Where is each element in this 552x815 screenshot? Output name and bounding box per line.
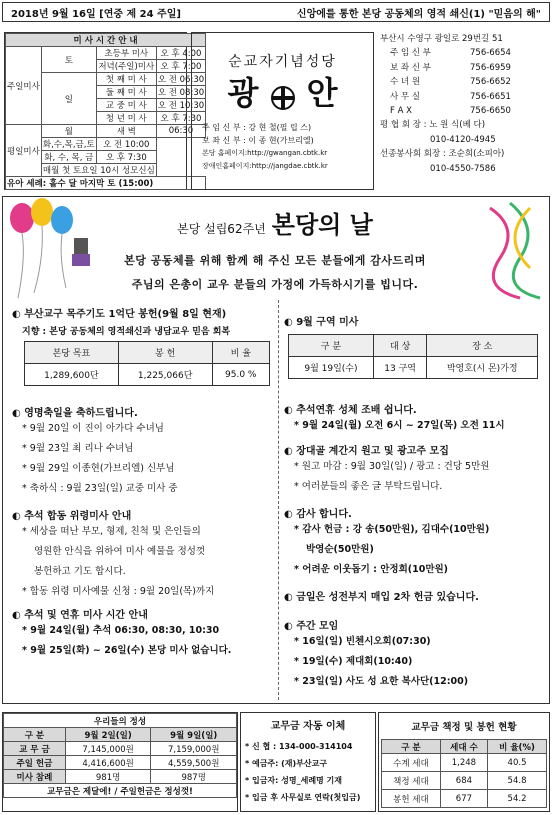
mass-cell: 평일미사	[6, 125, 42, 177]
offering-cell: 7,159,000원	[151, 742, 237, 756]
offering-cell: 987명	[151, 770, 237, 784]
mass-schedule	[4, 32, 205, 190]
tithe-header: 구 분	[382, 740, 441, 754]
tithe-status-box	[378, 712, 550, 812]
feast-heading: ◐ 영명축일을 축하드립니다.	[12, 408, 138, 419]
offering-cell: 4,416,600원	[65, 756, 151, 770]
funeral-phone: 010-4550-7586	[430, 163, 496, 174]
contact-info	[380, 32, 548, 192]
mass-cell: 오 전 06:30	[156, 73, 205, 86]
mass-cell: 화, 수, 목, 금	[41, 151, 96, 164]
mass-cell: 교 중 미 사	[96, 99, 156, 112]
transfer-line: * 예금주: (재)부산교구	[245, 759, 328, 768]
phone-row	[380, 90, 548, 104]
mass-title: 미 사 시 간 안 내	[6, 34, 206, 47]
rosary-header: 본당 목표	[25, 342, 119, 364]
mass-row	[6, 47, 206, 60]
requiem-item: * 세상을 떠난 부모, 형제, 친척 및 은인들의	[22, 526, 201, 537]
meeting-item: * 19일(수) 제대회(10:40)	[294, 656, 413, 667]
mass-cell: 월	[41, 125, 96, 138]
mass-cell: 오 후 4:00	[156, 47, 205, 60]
cross-icon	[270, 82, 296, 108]
mass-cell: 첫 째 미 사	[96, 73, 156, 86]
council-phone: 010-4120-4945	[430, 134, 496, 145]
tithe-row	[382, 790, 547, 808]
district-mass-heading: ◐ 9월 구역 미사	[284, 317, 359, 328]
thanks-heading: ◐ 감사 합니다.	[284, 509, 352, 520]
offering-title: 우리들의 정성	[4, 714, 237, 728]
requiem-item: 봉헌하고 기도 합시다.	[34, 566, 126, 577]
infant-baptism: 유아 세례: 홀수 달 마지막 토 (15:00)	[6, 177, 206, 190]
homepage-link-2[interactable]: 장애인홈페이지:http://jangdae.cbtk.kr	[202, 162, 328, 170]
tithe-cell: 수계 세대	[382, 754, 441, 772]
mass-cell: 오 후 7:30	[156, 112, 205, 125]
thanks-item: * 어려운 이웃돕기 : 안정희(10만원)	[294, 564, 449, 575]
adoration-dates: * 9월 24일(월) 오전 6시 ~ 27일(목) 오전 11시	[294, 420, 505, 431]
phone-row	[380, 75, 548, 89]
rosary-intention: 지향 : 본당 공동체의 영적쇄신과 냉담교우 믿음 회복	[22, 327, 231, 337]
mass-cell: 저녁(주일)미사	[96, 60, 156, 73]
phone-label: 주 임 신 부	[390, 48, 431, 59]
address: 부산시 수영구 광일로 29번길 51	[380, 34, 503, 44]
mass-cell: 06:30	[156, 125, 205, 138]
adoration-heading: ◐ 추석연휴 성체 조배 쉽니다.	[284, 405, 417, 416]
tithe-cell: 54.8	[488, 772, 547, 790]
phone-label: 보 좌 신 부	[390, 62, 431, 73]
tithe-cell: 책정 세대	[382, 772, 441, 790]
mass-row	[6, 125, 206, 138]
feast-item: * 9월 23일 최 리나 수녀님	[22, 443, 134, 454]
assistant-pastor: 보 좌 신 부 : 이 종 현(가브리엘)	[202, 136, 314, 145]
phone-number: 756-6959	[470, 62, 511, 73]
phone-row	[380, 104, 548, 118]
mass-cell: 오 전 08:30	[156, 86, 205, 99]
phone-label: F A X	[390, 106, 412, 117]
tithe-header: 세대 수	[440, 740, 487, 754]
requiem-item: * 합동 위령 미사예물 신청 : 9월 20일(목)까지	[22, 586, 215, 597]
mass-cell: 둘 째 미 사	[96, 86, 156, 99]
offering-slogan: 교무금은 제달에! / 주일헌금은 정성껏!	[4, 784, 237, 798]
feast-item: * 9월 20일 이 진이 아가다 수녀님	[22, 423, 164, 434]
council-president: 평 협 회 장 : 노 원 식(베 다)	[380, 120, 486, 131]
offering-row	[4, 770, 237, 784]
transfer-line: * 입금자: 성명_세례명 기재	[245, 776, 343, 785]
mass-cell: 오 후 7:30	[96, 151, 156, 164]
rosary-header: 봉 헌	[118, 342, 212, 364]
header-bar	[2, 2, 550, 22]
district-header: 구 분	[289, 335, 374, 357]
phone-number: 756-6654	[470, 48, 511, 59]
logo-name-b: 안	[306, 74, 338, 112]
rosary-header: 비 율	[212, 342, 269, 364]
phone-row	[380, 46, 548, 60]
offering-cell: 981명	[65, 770, 151, 784]
thanks-item: 박영순(50만원)	[306, 544, 374, 555]
right-column	[284, 313, 546, 692]
tithe-cell: 40.5	[488, 754, 547, 772]
holiday-mass-item: * 9월 25일(화) ~ 26일(수) 본당 미사 없습니다.	[22, 645, 232, 656]
bulletin-motto: 신앙에를 통한 본당 공동체의 영적 쇄신(1) "믿음의 해"	[296, 8, 541, 20]
meeting-item: * 16일(일) 빈첸시오회(07:30)	[294, 636, 431, 647]
feast-item: * 축하식 : 9월 23일(일) 교중 미사 중	[22, 483, 178, 494]
mass-cell: 주일미사	[6, 47, 42, 125]
mass-cell: 일	[41, 73, 96, 125]
meeting-item: * 23일(일) 사도 성 요한 복사단(12:00)	[294, 676, 469, 687]
mass-cell: 화,수,목,금,토	[41, 138, 96, 151]
offering-header: 9월 9일(일)	[151, 728, 237, 742]
mass-cell: 토	[41, 47, 96, 73]
phone-number: 756-6652	[470, 77, 511, 88]
tithe-cell: 54.2	[488, 790, 547, 808]
tithe-cell: 1,248	[440, 754, 487, 772]
auto-transfer-box	[240, 712, 376, 812]
pastor: 주 임 신 부 : 강 현 철(필 립 스)	[202, 123, 312, 132]
mass-cell: 매월 첫 토요일 10시 성모신심	[41, 164, 156, 177]
rosary-table	[24, 341, 270, 386]
phone-label: 사 무 실	[390, 91, 421, 102]
thanks-item: * 감사 헌금 : 강 송(50만원), 김대수(10만원)	[294, 524, 490, 535]
offering-header: 구 분	[4, 728, 66, 742]
phone-label: 수 녀 원	[390, 77, 421, 88]
offering-cell: 교 무 금	[4, 742, 66, 756]
transfer-line: * 입금 후 사무실로 연락(첫입금)	[245, 793, 361, 802]
tithe-row	[382, 772, 547, 790]
district-value: 박영호(시 몬)가정	[427, 357, 538, 379]
thanks-line: 본당 공동체를 위해 함께 해 주신 모든 분들에게 감사드리며	[124, 254, 426, 267]
holiday-mass-item: * 9월 24일(월) 추석 06:30, 08:30, 10:30	[22, 625, 220, 636]
offering-cell: 미사 참례	[4, 770, 66, 784]
district-value: 13 구역	[373, 357, 427, 379]
tithe-cell: 684	[440, 772, 487, 790]
mass-cell: 초등부 미사	[96, 47, 156, 60]
funeral-committee: 선종봉사회 회장 : 조순희(소피아)	[380, 149, 505, 160]
district-mass-table	[288, 334, 538, 379]
mass-cell: 오 전 10:00	[96, 138, 156, 151]
mass-cell: 새 벽	[96, 125, 156, 138]
column-divider	[278, 300, 279, 700]
parish-logo	[191, 32, 374, 190]
weekly-meeting-heading: ◐ 주간 모임	[284, 621, 339, 632]
rosary-value: 95.0 %	[212, 364, 269, 386]
left-column	[12, 305, 274, 661]
rosary-value: 1,225,066단	[118, 364, 212, 386]
offering-cell: 4,559,500원	[151, 756, 237, 770]
feast-item: * 9월 29일 이종현(가브리엘) 신부님	[22, 463, 175, 474]
bulletin-date: 2018년 9월 16일 [연중 제 24 주일]	[11, 8, 181, 20]
district-header: 장 소	[427, 335, 538, 357]
magazine-heading: ◐ 장대골 계간지 원고 및 광고주 모집	[284, 446, 449, 457]
anniversary-banner	[60, 205, 490, 240]
offering-row	[4, 756, 237, 770]
phone-number: 756-6650	[470, 106, 511, 117]
district-value: 9월 19일(수)	[289, 357, 374, 379]
collection-notice: ◐ 금일은 성전부지 매입 2차 헌금 있습니다.	[284, 592, 479, 603]
banner-small: 본당 설립62주년	[177, 222, 266, 236]
offering-cell: 주일 헌금	[4, 756, 66, 770]
requiem-item: 영원한 안식을 위하여 미사 예물을 정성껏	[34, 546, 206, 557]
tithe-status-title: 교무금 책정 및 봉헌 현황	[411, 722, 517, 733]
magazine-item: * 원고 마감 : 9월 30일(일) / 광고 : 건당 5만원	[294, 461, 490, 472]
holiday-mass-heading: ◐ 추석 및 연휴 미사 시간 안내	[12, 610, 148, 621]
phone-number: 756-6651	[470, 91, 511, 102]
homepage-link[interactable]: 본당 홈페이지:http://gwangan.cbtk.kr	[202, 149, 328, 157]
mass-cell: 오 후 7:00	[156, 60, 205, 73]
offering-row	[4, 742, 237, 756]
tithe-cell: 677	[440, 790, 487, 808]
mass-cell: 청 년 미 사	[96, 112, 156, 125]
offering-header: 9월 2일(일)	[65, 728, 151, 742]
district-header: 대 상	[373, 335, 427, 357]
phone-row	[380, 61, 548, 75]
offering-box	[2, 712, 238, 812]
tithe-header: 비 율(%)	[488, 740, 547, 754]
transfer-line: * 신 협 : 134-000-314104	[245, 742, 353, 751]
rosary-value: 1,289,600단	[25, 364, 119, 386]
offering-cell: 7,145,000원	[65, 742, 151, 756]
requiem-heading: ◐ 추석 합동 위령미사 안내	[12, 511, 132, 522]
banner-title: 본당의 날	[271, 211, 373, 239]
rosary-heading: ◐ 부산교구 목주기도 1억단 봉헌(9월 8일 현재)	[12, 309, 227, 320]
logo-name-a: 광	[227, 74, 259, 112]
auto-transfer-title: 교무금 자동 이체	[270, 721, 346, 732]
logo-caption: 순교자기념성당	[228, 54, 337, 70]
tithe-row	[382, 754, 547, 772]
magazine-item: * 여러분들의 좋은 글 부탁드립니다.	[294, 481, 443, 492]
tithe-cell: 봉헌 세대	[382, 790, 441, 808]
blessing-line: 주님의 은총이 교우 분들의 가정에 가득하시기를 빕니다.	[131, 278, 419, 291]
mass-cell: 오 전 10:30	[156, 99, 205, 112]
